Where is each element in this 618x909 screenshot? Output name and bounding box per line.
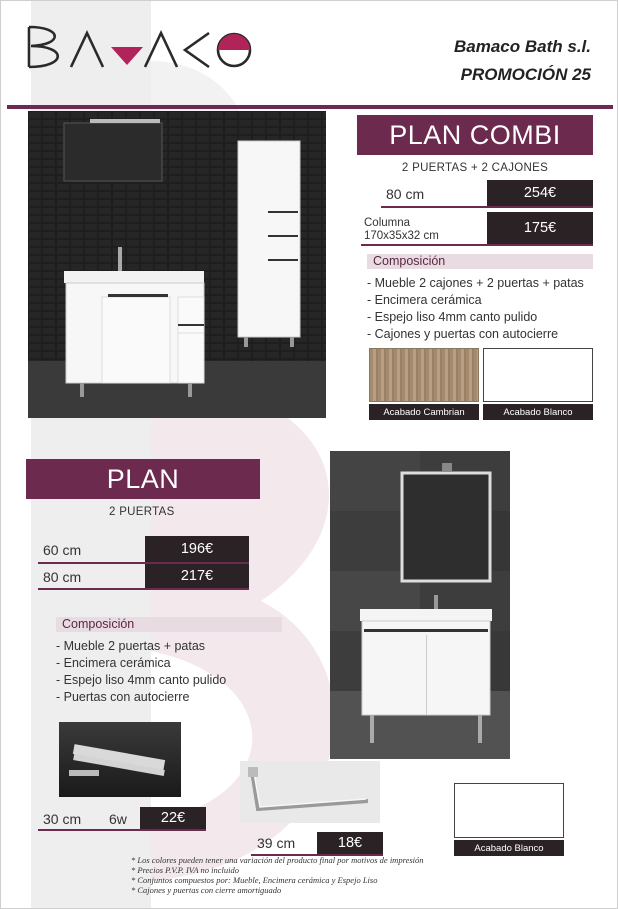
combi-price-column: 175€: [487, 212, 593, 244]
bamaco-logo: [23, 21, 255, 73]
plan-photo: [330, 451, 510, 759]
company-name: Bamaco Bath s.l.: [454, 37, 591, 56]
white-swatch: [483, 348, 593, 402]
plan-price-80: 217€: [145, 564, 249, 588]
combi-size-80: 80 cm: [386, 186, 425, 202]
plan-price-60: 196€: [145, 536, 249, 562]
list-item: - Mueble 2 puertas + patas: [56, 639, 206, 653]
cambrian-swatch: [369, 348, 479, 402]
combi-price-80: 254€: [487, 180, 593, 206]
plan-combi-title: PLAN COMBI: [357, 115, 593, 155]
footnote: * Precios P.V.P. IVA no incluido: [131, 865, 239, 875]
plan-row-rule-2: [38, 588, 249, 590]
plan-combi-photo: [28, 111, 326, 418]
combi-column-size: [364, 217, 439, 243]
footnote: * Los colores pueden tener una variación del producto final por motivos de impresión: [131, 855, 424, 865]
white-label: Acabado Blanco: [483, 404, 593, 420]
combi-composition-list: [367, 275, 607, 343]
lamp-rule: [38, 829, 206, 831]
plan-composition-list: [56, 638, 316, 706]
combi-row-rule-2: [361, 244, 593, 246]
white-finish-label: Acabado Blanco: [454, 840, 564, 856]
plan-combi-subtitle: 2 PUERTAS + 2 CAJONES: [401, 162, 549, 174]
combi-row-rule: [381, 206, 593, 208]
plan-title: PLAN: [26, 459, 260, 499]
lamp-price: 22€: [140, 807, 206, 829]
combi-composition-heading: Composición: [367, 254, 593, 269]
plan-size-60: 60 cm: [43, 542, 82, 558]
list-item: - Encimera cerámica: [56, 656, 171, 670]
column-label: Columna: [364, 217, 411, 229]
list-item: - Encimera cerámica: [367, 293, 482, 307]
list-item: - Mueble 2 cajones + 2 puertas + patas: [367, 276, 584, 290]
towel-bar-photo: [240, 761, 380, 823]
white-finish-swatch: [454, 783, 564, 838]
towel-bar-price: 18€: [317, 832, 383, 854]
promotion-title: PROMOCIÓN 25: [460, 65, 591, 84]
list-item: - Espejo liso 4mm canto pulido: [367, 310, 538, 324]
header-divider: [7, 105, 613, 109]
plan-subtitle: 2 PUERTAS: [109, 506, 175, 518]
cambrian-label: Acabado Cambrian: [369, 404, 479, 420]
lamp-power: 6w: [109, 811, 127, 827]
column-dimensions: 170x35x32 cm: [364, 230, 439, 242]
lamp-photo: [59, 722, 181, 797]
footnotes: [131, 855, 461, 895]
plan-size-80: 80 cm: [43, 569, 82, 585]
footnote: * Conjuntos compuestos por: Mueble, Encimera cerámica y Espejo Liso: [131, 875, 378, 885]
lamp-size: 30 cm: [43, 811, 82, 827]
list-item: - Cajones y puertas con autocierre: [367, 327, 559, 341]
list-item: - Espejo liso 4mm canto pulido: [56, 673, 227, 687]
plan-composition-heading: Composición: [56, 617, 282, 632]
footnote: * Cajones y puertas con cierre amortiguado: [131, 885, 282, 895]
list-item: - Puertas con autocierre: [56, 690, 190, 704]
towel-bar-size: 39 cm: [257, 835, 296, 851]
